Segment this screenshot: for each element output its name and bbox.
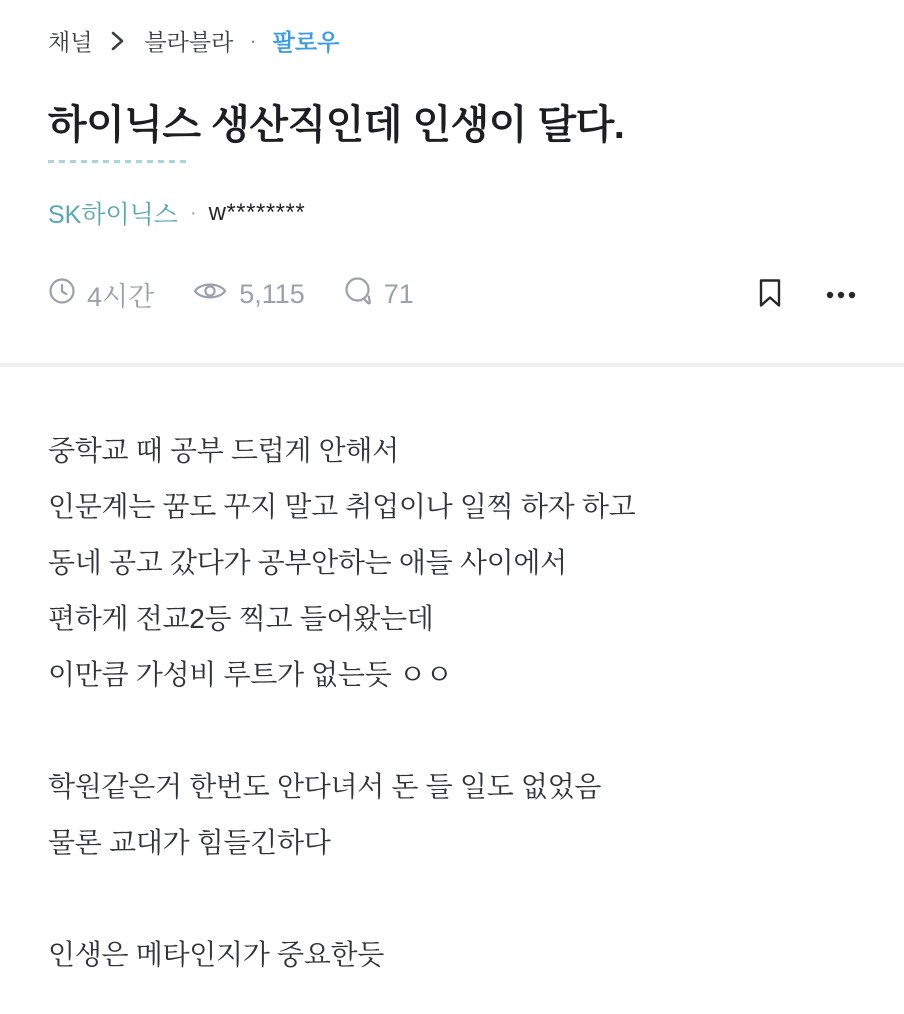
more-button[interactable] xyxy=(826,287,856,302)
company-name[interactable]: SK하이닉스 xyxy=(48,201,178,229)
body-line: 동네 공고 갔다가 공부안하는 애들 사이에서 xyxy=(48,547,567,578)
body-line: 이만큼 가성비 루트가 없는듯 ㅇㅇ xyxy=(48,659,453,690)
breadcrumb-channel[interactable]: 채널 xyxy=(48,29,93,55)
post-title: 하이닉스 생산직인데 인생이 달다. xyxy=(48,103,625,147)
clock-icon xyxy=(48,277,76,312)
stat-time-value: 4시간 xyxy=(87,282,155,312)
eye-icon xyxy=(192,278,228,311)
body-line: 인생은 메타인지가 중요한듯 xyxy=(48,939,384,970)
post-stats xyxy=(48,275,414,314)
stat-comments xyxy=(343,276,414,313)
title-dashed-underline xyxy=(48,160,190,163)
body-line: 물론 교대가 힘들긴하다 xyxy=(48,827,331,858)
post-actions xyxy=(756,277,856,312)
body-line: 편하게 전교2등 찍고 들어왔는데 xyxy=(48,603,434,634)
breadcrumb xyxy=(48,0,856,57)
body-line: 중학교 때 공부 드럽게 안해서 xyxy=(48,435,399,466)
stat-views-value: 5,115 xyxy=(239,279,305,309)
chevron-right-icon xyxy=(110,29,126,53)
meta-row xyxy=(48,275,856,314)
post-body xyxy=(0,423,904,983)
ellipsis-icon xyxy=(826,287,856,302)
breadcrumb-board[interactable]: 블라블라 xyxy=(144,29,234,55)
author-handle: w******** xyxy=(208,199,306,226)
body-line: 인문계는 꿈도 꾸지 말고 취업이나 일찍 하자 하고 xyxy=(48,491,636,522)
bookmark-icon xyxy=(756,277,784,312)
breadcrumb-separator: · xyxy=(249,27,257,53)
bookmark-button[interactable] xyxy=(756,277,784,312)
author-row xyxy=(48,195,856,231)
body-line: 학원같은거 한번도 안다녀서 돈 들 일도 없었음 xyxy=(48,771,602,802)
stat-views xyxy=(192,278,305,311)
stat-comments-value: 71 xyxy=(383,279,414,309)
section-divider xyxy=(0,362,904,367)
stat-time xyxy=(48,275,154,314)
follow-button[interactable]: 팔로우 xyxy=(272,29,340,55)
comment-bubble-icon xyxy=(343,276,373,313)
author-separator: · xyxy=(189,201,197,224)
